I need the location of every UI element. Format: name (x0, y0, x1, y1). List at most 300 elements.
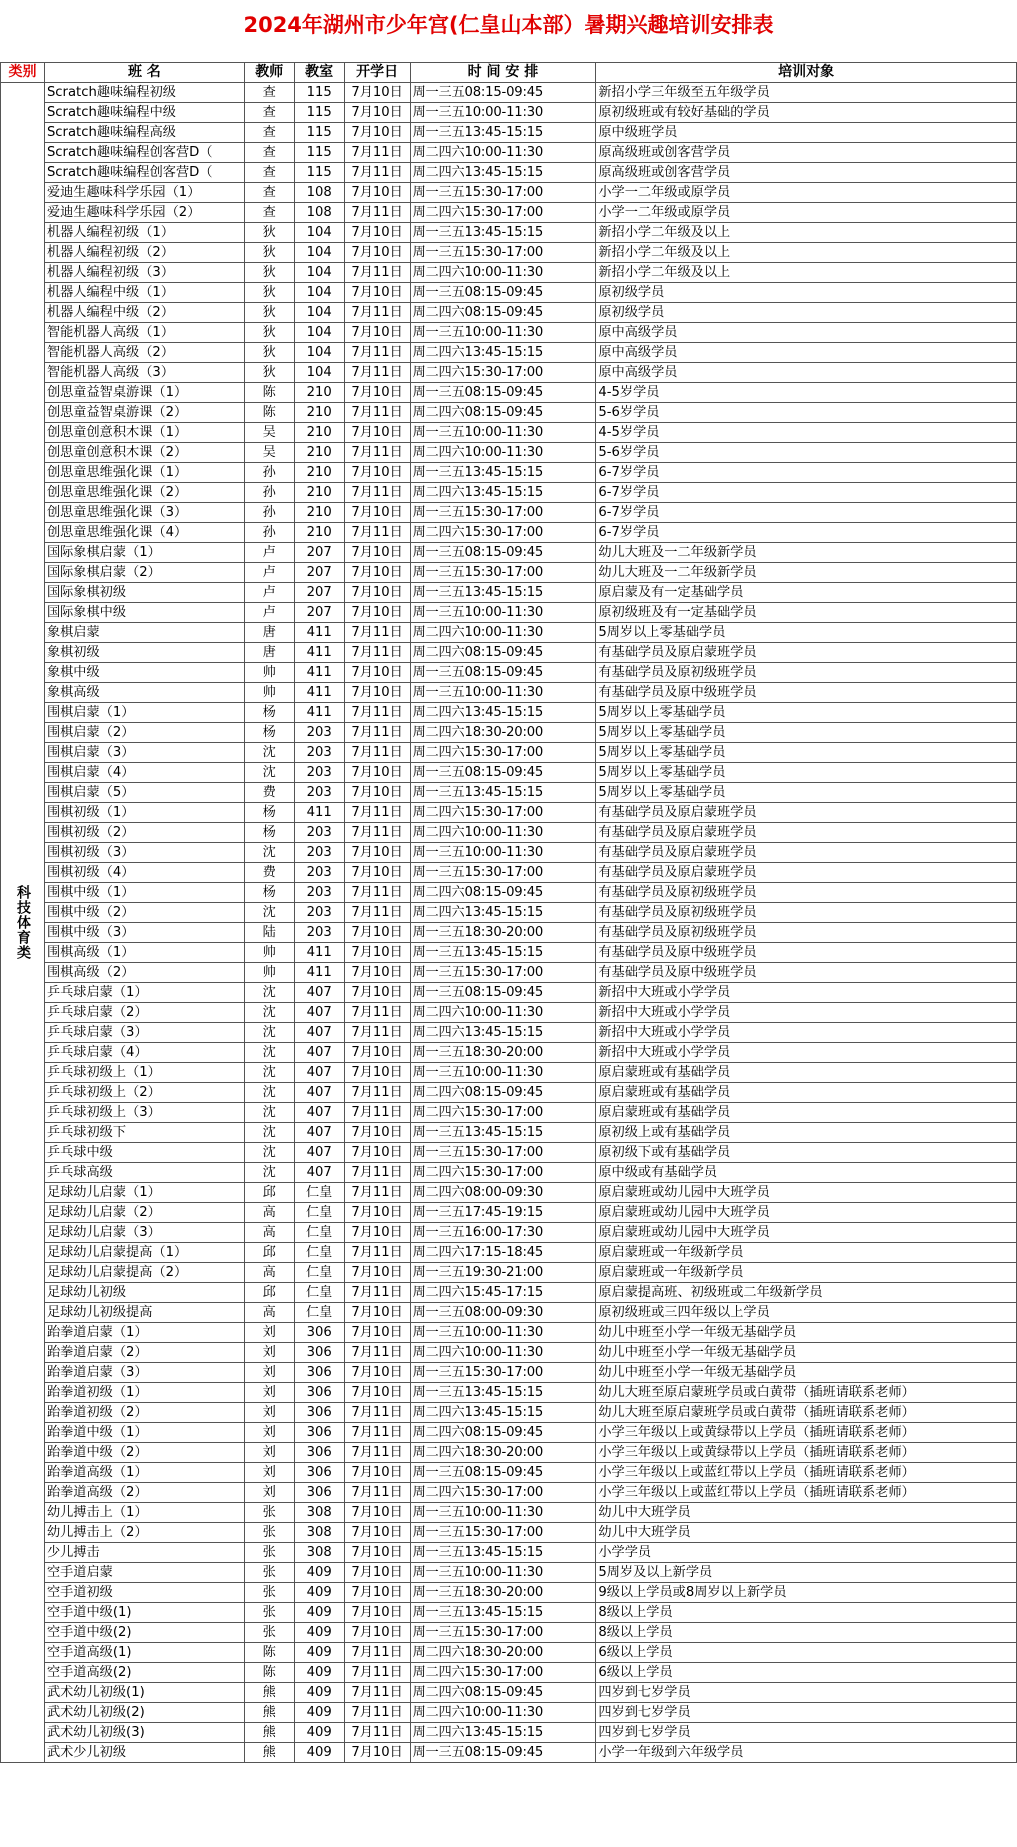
class-name-cell: 足球幼儿启蒙（3） (44, 1223, 244, 1243)
target-cell: 小学三年级以上或黄绿带以上学员（插班请联系老师） (596, 1443, 1017, 1463)
table-row (1, 1563, 1017, 1583)
start-date-cell: 7月10日 (344, 243, 410, 263)
start-date-cell: 7月11日 (344, 143, 410, 163)
class-name-cell: 乒乓球启蒙（4） (44, 1043, 244, 1063)
teacher-cell: 费 (244, 783, 294, 803)
schedule-cell: 周一三五16:00-17:30 (410, 1223, 596, 1243)
class-name-cell: 幼儿搏击上（1） (44, 1503, 244, 1523)
class-name-cell: 武术少儿初级 (44, 1743, 244, 1763)
start-date-cell: 7月11日 (344, 823, 410, 843)
target-cell: 原启蒙及有一定基础学员 (596, 583, 1017, 603)
teacher-cell: 沈 (244, 1143, 294, 1163)
schedule-cell: 周一三五10:00-11:30 (410, 103, 596, 123)
start-date-cell: 7月11日 (344, 1643, 410, 1663)
table-row (1, 1243, 1017, 1263)
teacher-cell: 杨 (244, 703, 294, 723)
start-date-cell: 7月11日 (344, 643, 410, 663)
class-name-cell: 创思童创意积木课（2） (44, 443, 244, 463)
category-cell: 科技体育类 (1, 83, 45, 1763)
target-cell: 原启蒙班或一年级新学员 (596, 1263, 1017, 1283)
table-row (1, 803, 1017, 823)
schedule-cell: 周一三五18:30-20:00 (410, 1043, 596, 1063)
start-date-cell: 7月11日 (344, 1023, 410, 1043)
class-name-cell: 幼儿搏击上（2） (44, 1523, 244, 1543)
start-date-cell: 7月11日 (344, 203, 410, 223)
room-cell: 108 (294, 183, 344, 203)
table-row (1, 863, 1017, 883)
schedule-cell: 周一三五15:30-17:00 (410, 183, 596, 203)
target-cell: 5周岁以上零基础学员 (596, 763, 1017, 783)
start-date-cell: 7月11日 (344, 1003, 410, 1023)
room-cell: 210 (294, 383, 344, 403)
start-date-cell: 7月10日 (344, 1043, 410, 1063)
teacher-cell: 陈 (244, 1643, 294, 1663)
start-date-cell: 7月11日 (344, 1723, 410, 1743)
class-name-cell: 空手道高级(1) (44, 1643, 244, 1663)
target-cell: 有基础学员及原启蒙班学员 (596, 863, 1017, 883)
teacher-cell: 刘 (244, 1463, 294, 1483)
teacher-cell: 查 (244, 183, 294, 203)
target-cell: 8级以上学员 (596, 1603, 1017, 1623)
teacher-cell: 沈 (244, 1003, 294, 1023)
class-name-cell: 围棋中级（3） (44, 923, 244, 943)
table-row (1, 83, 1017, 103)
start-date-cell: 7月11日 (344, 263, 410, 283)
room-cell: 207 (294, 563, 344, 583)
table-row (1, 1403, 1017, 1423)
schedule-cell: 周二四六13:45-15:15 (410, 163, 596, 183)
target-cell: 新招中大班或小学学员 (596, 1023, 1017, 1043)
schedule-cell: 周一三五17:45-19:15 (410, 1203, 596, 1223)
room-cell: 308 (294, 1543, 344, 1563)
schedule-cell: 周二四六10:00-11:30 (410, 443, 596, 463)
target-cell: 原启蒙班或幼儿园中大班学员 (596, 1223, 1017, 1243)
class-name-cell: 国际象棋启蒙（2） (44, 563, 244, 583)
teacher-cell: 高 (244, 1223, 294, 1243)
table-row (1, 1723, 1017, 1743)
teacher-cell: 卢 (244, 563, 294, 583)
room-cell: 210 (294, 463, 344, 483)
start-date-cell: 7月10日 (344, 383, 410, 403)
room-cell: 203 (294, 823, 344, 843)
teacher-cell: 刘 (244, 1323, 294, 1343)
class-name-cell: 武术幼儿初级(1) (44, 1683, 244, 1703)
schedule-cell: 周二四六08:15-09:45 (410, 883, 596, 903)
room-cell: 210 (294, 483, 344, 503)
room-cell: 104 (294, 243, 344, 263)
class-name-cell: 空手道启蒙 (44, 1563, 244, 1583)
class-name-cell: 国际象棋中级 (44, 603, 244, 623)
room-cell: 104 (294, 323, 344, 343)
schedule-cell: 周一三五13:45-15:15 (410, 943, 596, 963)
header-schedule: 时 间 安 排 (410, 63, 596, 83)
teacher-cell: 帅 (244, 963, 294, 983)
room-cell: 409 (294, 1703, 344, 1723)
table-row (1, 823, 1017, 843)
start-date-cell: 7月10日 (344, 943, 410, 963)
schedule-cell: 周二四六08:15-09:45 (410, 643, 596, 663)
table-row (1, 223, 1017, 243)
start-date-cell: 7月11日 (344, 803, 410, 823)
start-date-cell: 7月10日 (344, 663, 410, 683)
target-cell: 原启蒙班或有基础学员 (596, 1083, 1017, 1103)
teacher-cell: 高 (244, 1203, 294, 1223)
start-date-cell: 7月10日 (344, 783, 410, 803)
table-row (1, 643, 1017, 663)
room-cell: 306 (294, 1443, 344, 1463)
table-row (1, 1223, 1017, 1243)
schedule-cell: 周一三五08:15-09:45 (410, 663, 596, 683)
schedule-cell: 周一三五10:00-11:30 (410, 603, 596, 623)
class-name-cell: 创思童思维强化课（3） (44, 503, 244, 523)
teacher-cell: 查 (244, 83, 294, 103)
header-teacher: 教师 (244, 63, 294, 83)
schedule-cell: 周一三五13:45-15:15 (410, 1543, 596, 1563)
room-cell: 306 (294, 1363, 344, 1383)
class-name-cell: 跆拳道启蒙（3） (44, 1363, 244, 1383)
class-name-cell: 围棋启蒙（3） (44, 743, 244, 763)
target-cell: 原启蒙班或幼儿园中大班学员 (596, 1183, 1017, 1203)
class-name-cell: Scratch趣味编程初级 (44, 83, 244, 103)
room-cell: 203 (294, 883, 344, 903)
schedule-cell: 周一三五10:00-11:30 (410, 423, 596, 443)
target-cell: 4-5岁学员 (596, 383, 1017, 403)
class-name-cell: 围棋初级（2） (44, 823, 244, 843)
teacher-cell: 卢 (244, 543, 294, 563)
target-cell: 5-6岁学员 (596, 403, 1017, 423)
start-date-cell: 7月10日 (344, 763, 410, 783)
start-date-cell: 7月11日 (344, 523, 410, 543)
room-cell: 407 (294, 1083, 344, 1103)
start-date-cell: 7月11日 (344, 343, 410, 363)
target-cell: 原中级或有基础学员 (596, 1163, 1017, 1183)
target-cell: 小学三年级以上或蓝红带以上学员（插班请联系老师） (596, 1483, 1017, 1503)
class-name-cell: 围棋启蒙（5） (44, 783, 244, 803)
room-cell: 108 (294, 203, 344, 223)
class-name-cell: 足球幼儿初级 (44, 1283, 244, 1303)
teacher-cell: 费 (244, 863, 294, 883)
target-cell: 原中高级学员 (596, 323, 1017, 343)
teacher-cell: 沈 (244, 983, 294, 1003)
teacher-cell: 张 (244, 1503, 294, 1523)
target-cell: 原启蒙班或一年级新学员 (596, 1243, 1017, 1263)
target-cell: 有基础学员及原中级班学员 (596, 683, 1017, 703)
teacher-cell: 沈 (244, 1043, 294, 1063)
schedule-cell: 周二四六10:00-11:30 (410, 263, 596, 283)
start-date-cell: 7月10日 (344, 183, 410, 203)
class-name-cell: 智能机器人高级（1） (44, 323, 244, 343)
target-cell: 8级以上学员 (596, 1623, 1017, 1643)
start-date-cell: 7月10日 (344, 1623, 410, 1643)
start-date-cell: 7月10日 (344, 863, 410, 883)
class-name-cell: 乒乓球初级上（2） (44, 1083, 244, 1103)
start-date-cell: 7月11日 (344, 903, 410, 923)
teacher-cell: 狄 (244, 323, 294, 343)
table-row (1, 883, 1017, 903)
teacher-cell: 沈 (244, 1063, 294, 1083)
schedule-cell: 周一三五10:00-11:30 (410, 1323, 596, 1343)
schedule-cell: 周一三五10:00-11:30 (410, 843, 596, 863)
class-name-cell: 围棋启蒙（2） (44, 723, 244, 743)
target-cell: 幼儿中大班学员 (596, 1503, 1017, 1523)
class-name-cell: 少儿搏击 (44, 1543, 244, 1563)
room-cell: 411 (294, 943, 344, 963)
room-cell: 306 (294, 1383, 344, 1403)
start-date-cell: 7月11日 (344, 403, 410, 423)
table-row (1, 1703, 1017, 1723)
start-date-cell: 7月10日 (344, 583, 410, 603)
class-name-cell: 足球幼儿启蒙提高（1） (44, 1243, 244, 1263)
room-cell: 210 (294, 503, 344, 523)
target-cell: 原初级上或有基础学员 (596, 1123, 1017, 1143)
start-date-cell: 7月10日 (344, 603, 410, 623)
teacher-cell: 狄 (244, 283, 294, 303)
room-cell: 407 (294, 983, 344, 1003)
teacher-cell: 狄 (244, 243, 294, 263)
schedule-cell: 周一三五18:30-20:00 (410, 923, 596, 943)
table-row (1, 1263, 1017, 1283)
start-date-cell: 7月10日 (344, 1203, 410, 1223)
target-cell: 幼儿中班至小学一年级无基础学员 (596, 1343, 1017, 1363)
target-cell: 5周岁以上零基础学员 (596, 783, 1017, 803)
class-name-cell: 跆拳道高级（1） (44, 1463, 244, 1483)
room-cell: 104 (294, 283, 344, 303)
class-name-cell: Scratch趣味编程创客营D（ (44, 143, 244, 163)
teacher-cell: 沈 (244, 1163, 294, 1183)
table-row (1, 843, 1017, 863)
table-row (1, 103, 1017, 123)
room-cell: 407 (294, 1023, 344, 1043)
teacher-cell: 狄 (244, 303, 294, 323)
room-cell: 115 (294, 123, 344, 143)
room-cell: 115 (294, 143, 344, 163)
table-row (1, 463, 1017, 483)
start-date-cell: 7月11日 (344, 483, 410, 503)
start-date-cell: 7月10日 (344, 283, 410, 303)
class-name-cell: 乒乓球启蒙（3） (44, 1023, 244, 1043)
page-title: 2024年湖州市少年宫(仁皇山本部）暑期兴趣培训安排表 (243, 13, 774, 37)
class-name-cell: 武术幼儿初级(2) (44, 1703, 244, 1723)
table-row (1, 783, 1017, 803)
room-cell: 104 (294, 303, 344, 323)
table-row (1, 1483, 1017, 1503)
table-row (1, 183, 1017, 203)
start-date-cell: 7月11日 (344, 1483, 410, 1503)
header-start: 开学日 (344, 63, 410, 83)
room-cell: 409 (294, 1683, 344, 1703)
schedule-cell: 周二四六10:00-11:30 (410, 1703, 596, 1723)
class-name-cell: 创思童思维强化课（4） (44, 523, 244, 543)
table-row (1, 163, 1017, 183)
teacher-cell: 沈 (244, 743, 294, 763)
room-cell: 306 (294, 1343, 344, 1363)
room-cell: 104 (294, 223, 344, 243)
room-cell: 203 (294, 723, 344, 743)
room-cell: 409 (294, 1583, 344, 1603)
target-cell: 新招中大班或小学学员 (596, 1043, 1017, 1063)
table-row (1, 323, 1017, 343)
teacher-cell: 帅 (244, 683, 294, 703)
class-name-cell: Scratch趣味编程中级 (44, 103, 244, 123)
target-cell: 5周岁以上零基础学员 (596, 743, 1017, 763)
start-date-cell: 7月10日 (344, 1263, 410, 1283)
teacher-cell: 沈 (244, 1103, 294, 1123)
class-name-cell: 空手道中级(1) (44, 1603, 244, 1623)
target-cell: 5周岁以上零基础学员 (596, 723, 1017, 743)
class-name-cell: 智能机器人高级（3） (44, 363, 244, 383)
table-row (1, 1143, 1017, 1163)
target-cell: 原中高级学员 (596, 363, 1017, 383)
room-cell: 306 (294, 1423, 344, 1443)
schedule-cell: 周一三五13:45-15:15 (410, 783, 596, 803)
class-name-cell: 乒乓球中级 (44, 1143, 244, 1163)
room-cell: 306 (294, 1403, 344, 1423)
table-row (1, 1343, 1017, 1363)
schedule-cell: 周一三五15:30-17:00 (410, 1363, 596, 1383)
schedule-table (0, 62, 1017, 1763)
header-category: 类别 (1, 63, 45, 83)
class-name-cell: 乒乓球初级下 (44, 1123, 244, 1143)
table-row (1, 1123, 1017, 1143)
room-cell: 411 (294, 623, 344, 643)
start-date-cell: 7月11日 (344, 883, 410, 903)
room-cell: 207 (294, 543, 344, 563)
class-name-cell: 象棋中级 (44, 663, 244, 683)
start-date-cell: 7月10日 (344, 83, 410, 103)
table-row (1, 743, 1017, 763)
target-cell: 有基础学员及原初级班学员 (596, 923, 1017, 943)
schedule-cell: 周二四六13:45-15:15 (410, 343, 596, 363)
teacher-cell: 刘 (244, 1363, 294, 1383)
room-cell: 210 (294, 443, 344, 463)
header-class: 班 名 (44, 63, 244, 83)
start-date-cell: 7月10日 (344, 103, 410, 123)
target-cell: 6级以上学员 (596, 1643, 1017, 1663)
target-cell: 四岁到七岁学员 (596, 1723, 1017, 1743)
room-cell: 207 (294, 603, 344, 623)
target-cell: 有基础学员及原启蒙班学员 (596, 803, 1017, 823)
schedule-cell: 周一三五08:15-09:45 (410, 543, 596, 563)
start-date-cell: 7月11日 (344, 1443, 410, 1463)
schedule-cell: 周一三五13:45-15:15 (410, 1123, 596, 1143)
table-row (1, 763, 1017, 783)
table-row (1, 443, 1017, 463)
target-cell: 小学一二年级或原学员 (596, 203, 1017, 223)
schedule-cell: 周二四六08:15-09:45 (410, 1423, 596, 1443)
target-cell: 原启蒙班或有基础学员 (596, 1063, 1017, 1083)
teacher-cell: 沈 (244, 843, 294, 863)
start-date-cell: 7月11日 (344, 163, 410, 183)
start-date-cell: 7月11日 (344, 1283, 410, 1303)
table-row (1, 1043, 1017, 1063)
target-cell: 有基础学员及原启蒙班学员 (596, 643, 1017, 663)
start-date-cell: 7月10日 (344, 1363, 410, 1383)
teacher-cell: 杨 (244, 823, 294, 843)
table-row (1, 923, 1017, 943)
schedule-cell: 周一三五08:15-09:45 (410, 763, 596, 783)
room-cell: 203 (294, 783, 344, 803)
room-cell: 411 (294, 963, 344, 983)
room-cell: 203 (294, 843, 344, 863)
table-row (1, 423, 1017, 443)
teacher-cell: 沈 (244, 1123, 294, 1143)
teacher-cell: 查 (244, 123, 294, 143)
target-cell: 新招小学二年级及以上 (596, 263, 1017, 283)
class-name-cell: 跆拳道初级（2） (44, 1403, 244, 1423)
target-cell: 有基础学员及原启蒙班学员 (596, 843, 1017, 863)
schedule-cell: 周一三五13:45-15:15 (410, 1603, 596, 1623)
teacher-cell: 孙 (244, 463, 294, 483)
table-row (1, 1423, 1017, 1443)
teacher-cell: 张 (244, 1583, 294, 1603)
target-cell: 有基础学员及原中级班学员 (596, 963, 1017, 983)
teacher-cell: 吴 (244, 443, 294, 463)
class-name-cell: 足球幼儿初级提高 (44, 1303, 244, 1323)
class-name-cell: 围棋初级（1） (44, 803, 244, 823)
start-date-cell: 7月11日 (344, 1403, 410, 1423)
class-name-cell: Scratch趣味编程创客营D（ (44, 163, 244, 183)
room-cell: 411 (294, 683, 344, 703)
room-cell: 306 (294, 1323, 344, 1343)
teacher-cell: 陈 (244, 1663, 294, 1683)
start-date-cell: 7月10日 (344, 1503, 410, 1523)
start-date-cell: 7月11日 (344, 1163, 410, 1183)
schedule-cell: 周一三五10:00-11:30 (410, 1563, 596, 1583)
start-date-cell: 7月10日 (344, 1463, 410, 1483)
schedule-cell: 周二四六13:45-15:15 (410, 703, 596, 723)
table-row (1, 683, 1017, 703)
room-cell: 407 (294, 1103, 344, 1123)
target-cell: 5周岁以上零基础学员 (596, 623, 1017, 643)
table-row (1, 343, 1017, 363)
schedule-cell: 周一三五08:15-09:45 (410, 383, 596, 403)
target-cell: 原高级班或创客营学员 (596, 163, 1017, 183)
class-name-cell: 创思童思维强化课（1） (44, 463, 244, 483)
room-cell: 306 (294, 1483, 344, 1503)
target-cell: 有基础学员及原初级班学员 (596, 883, 1017, 903)
start-date-cell: 7月11日 (344, 1423, 410, 1443)
class-name-cell: 象棋初级 (44, 643, 244, 663)
class-name-cell: 象棋高级 (44, 683, 244, 703)
schedule-cell: 周二四六15:30-17:00 (410, 803, 596, 823)
room-cell: 104 (294, 363, 344, 383)
table-row (1, 983, 1017, 1003)
class-name-cell: 爱迪生趣味科学乐园（1） (44, 183, 244, 203)
room-cell: 407 (294, 1143, 344, 1163)
room-cell: 411 (294, 703, 344, 723)
start-date-cell: 7月10日 (344, 1063, 410, 1083)
table-row (1, 1603, 1017, 1623)
class-name-cell: 跆拳道初级（1） (44, 1383, 244, 1403)
table-row (1, 1443, 1017, 1463)
room-cell: 115 (294, 103, 344, 123)
schedule-cell: 周二四六13:45-15:15 (410, 1403, 596, 1423)
class-name-cell: 乒乓球初级上（1） (44, 1063, 244, 1083)
table-row (1, 383, 1017, 403)
target-cell: 原启蒙提高班、初级班或二年级新学员 (596, 1283, 1017, 1303)
schedule-cell: 周一三五08:15-09:45 (410, 1743, 596, 1763)
schedule-cell: 周二四六10:00-11:30 (410, 1003, 596, 1023)
table-row (1, 703, 1017, 723)
table-row (1, 243, 1017, 263)
target-cell: 6-7岁学员 (596, 503, 1017, 523)
target-cell: 5-6岁学员 (596, 443, 1017, 463)
teacher-cell: 刘 (244, 1483, 294, 1503)
target-cell: 幼儿中班至小学一年级无基础学员 (596, 1323, 1017, 1343)
table-row (1, 583, 1017, 603)
target-cell: 幼儿大班至原启蒙班学员或白黄带（插班请联系老师） (596, 1383, 1017, 1403)
start-date-cell: 7月10日 (344, 323, 410, 343)
